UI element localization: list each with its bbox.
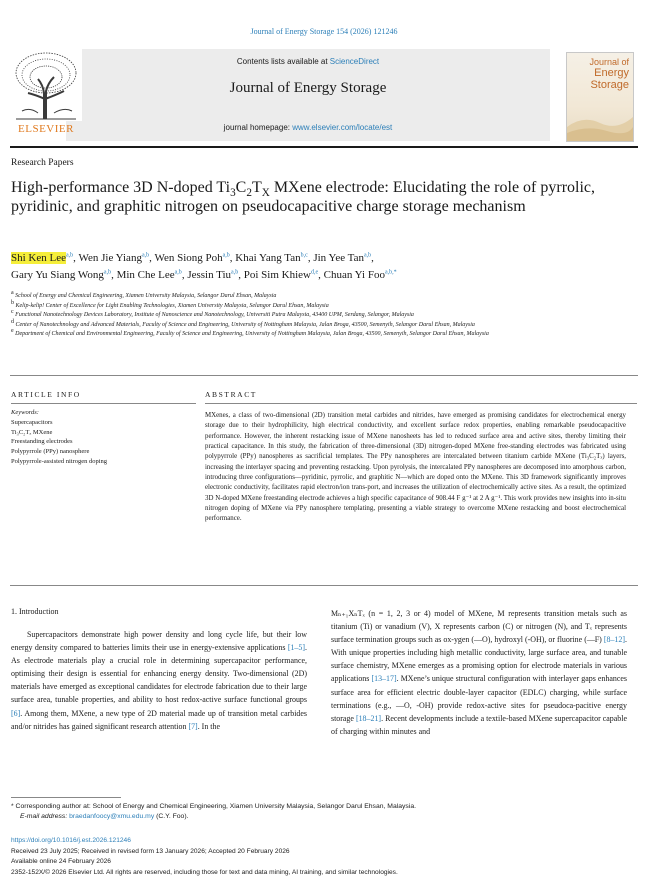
intro-column-right xyxy=(331,607,627,738)
author-affiliation-mark[interactable]: a,b xyxy=(363,252,372,259)
doi-link[interactable]: https://doi.org/10.1016/j.est.2026.121246 xyxy=(11,837,131,844)
affiliation-mark: d xyxy=(11,318,14,325)
keyword: Polypyrrole-assisted nitrogen doping xyxy=(11,457,108,465)
email-link[interactable]: braedanfoocy@xmu.edu.my xyxy=(69,813,155,820)
author-affiliation-mark[interactable]: d,e xyxy=(310,269,319,276)
citation-link[interactable]: [13–17] xyxy=(371,674,397,684)
affiliation-text: Kelip-kelip! Center of Excellence for Light Enabling Technologies, Xiamen University Malaysia, Selangor Darul Ehsan, Malaysia xyxy=(14,302,329,309)
citation-link[interactable]: [7] xyxy=(188,721,198,731)
abstract-bottom-rule xyxy=(10,585,638,586)
section-rule xyxy=(10,375,638,376)
cover-title-line2: Energy xyxy=(594,67,629,79)
affiliation xyxy=(11,318,635,331)
introduction-heading: 1. Introduction xyxy=(11,607,59,616)
author-name[interactable]: Wen Jie Yiang xyxy=(78,252,142,264)
article-title xyxy=(11,178,631,216)
citation-link[interactable]: [8–12] xyxy=(603,635,626,645)
affiliation-text: Center of Nanotechnology and Advanced Materials, Faculty of Science and Engineering, University of Nottingham Malaysia, Jalan Broga, 43500, Semenyih, Selangor Darul Ehsan, Malaysia xyxy=(14,321,475,328)
abstract-heading: ABSTRACT xyxy=(205,390,257,399)
author-name[interactable]: Gary Yu Siang Wong xyxy=(11,269,104,281)
keywords-label: Keywords: xyxy=(11,409,39,416)
author-name[interactable]: Shi Ken Lee xyxy=(11,252,66,264)
contents-available-line xyxy=(66,57,550,66)
author-name[interactable]: Poi Sim Khiew xyxy=(243,269,311,281)
intro-paragraph xyxy=(331,607,627,738)
affiliation xyxy=(11,311,635,321)
author-name[interactable]: Jessin Tiu xyxy=(187,269,232,281)
journal-citation[interactable]: Journal of Energy Storage 154 (2026) 121246 xyxy=(250,27,398,36)
email-label: E-mail address: xyxy=(20,813,68,820)
affiliation xyxy=(11,330,635,340)
citation-link[interactable]: [1–5] xyxy=(287,643,306,653)
author-affiliation-mark[interactable]: a,b xyxy=(65,252,74,259)
keyword: Ti₃C₂Tₓ MXene xyxy=(11,428,53,436)
title-part: High-performance 3D N-doped Ti xyxy=(11,179,231,196)
author-name[interactable]: Jin Yee Tan xyxy=(313,252,364,264)
body-text: Supercapacitors demonstrate high power density and long cycle life, but their low energy density compared to batteries limits their use in energy-extensive applications xyxy=(11,630,307,653)
journal-homepage-link[interactable]: www.elsevier.com/locate/est xyxy=(292,123,393,132)
available-online: Available online 24 February 2026 xyxy=(11,858,111,865)
author-affiliation-mark[interactable]: a,b xyxy=(141,252,150,259)
title-part: MXene electrode: Elucidating the role of pyrrolic, pyridinic, and graphitic nitrogen on pseudocapacitive charge storage mechanism xyxy=(11,179,596,215)
keyword: Freestanding electrodes xyxy=(11,438,73,446)
affiliation-text: Department of Chemical and Environmental Engineering, Faculty of Science and Engineering, University of Nottingham Malaysia, Jalan Broga, 43500, Semenyih, Selangor Darul Ehsan, Malaysia xyxy=(13,331,489,337)
contents-prefix: Contents lists available at xyxy=(236,57,328,66)
affiliation-mark: b xyxy=(11,299,14,306)
sciencedirect-link[interactable]: ScienceDirect xyxy=(329,57,380,66)
received-dates: Received 23 July 2025; Received in revised form 13 January 2026; Accepted 20 February 2026 xyxy=(11,847,290,855)
title-part: C xyxy=(235,179,247,196)
author-name[interactable]: Khai Yang Tan xyxy=(235,252,301,264)
body-text: . As electrode materials play a crucial role in determining supercapacitor performance, optimising their design is essential for enhancing energy density. Two-dimensional (2D) materials have emerged as exceptional candidates for electrode fabrication due to their large surface area, tunable properties, and ability to host redox-active surface functional groups xyxy=(11,643,307,705)
author-affiliation-mark[interactable]: a,b xyxy=(222,252,230,259)
header-rule xyxy=(10,146,638,148)
body-text: . MXene’s unique structural configuration with interlayer gaps enhances surface area for efficient electric double-layer capacitor (EDLC) charging, while surface terminations (e.g., —O, -OH) provide redox-active sites for pseudoca-pacitive energy storage xyxy=(331,674,627,723)
copyright-line: 2352-152X/© 2026 Elsevier Ltd. All rights are reserved, including those for text and data mining, AI training, and similar technologies. xyxy=(11,868,398,876)
body-text: . With unique properties including high metallic conductivity, large surface area, and tunable surface chemistry, MXene emerges as a promising option for electrode materials in various applications xyxy=(331,635,627,684)
email-line xyxy=(11,812,611,822)
affiliation xyxy=(11,292,635,302)
author-name[interactable]: Min Che Lee xyxy=(116,269,175,281)
body-text: . Among them, MXene, a new type of 2D material made up of transition metal carbides and/or nitrides has gained significant research attention xyxy=(11,708,307,731)
title-part: T xyxy=(251,179,262,196)
title-subscript: 2 xyxy=(246,187,252,200)
elsevier-wordmark: ELSEVIER xyxy=(18,123,74,135)
abstract-rule xyxy=(205,403,637,404)
author-affiliation-mark[interactable]: a,b xyxy=(174,269,182,276)
journal-title: Journal of Energy Storage xyxy=(229,80,387,96)
doi-block xyxy=(11,836,631,878)
author-list: Shi Ken Lee$^{a,b}$, Wen Jie Yiang$^{a,b}$, Wen Siong Poh$^{a,b}$, Khai Yang Tan$^{b,c}$, Jin Yee Tan$^{a,b}$, Gary Yu Siang Wong$^{a,b}$, Min Che Lee$^{a,b}$, Jessin Tiu$^{a,b}$, Poi Sim Khiew$^{d,e}$, Chuan Yi Foo$^{a,b,*}$ xyxy=(11,252,397,281)
footnote-rule xyxy=(11,797,121,798)
keyword: Supercapacitors xyxy=(11,419,53,426)
corresponding-author-footnote xyxy=(11,802,611,822)
article-info-heading: ARTICLE INFO xyxy=(11,390,81,399)
affiliation-mark: c xyxy=(11,309,14,315)
keywords-list xyxy=(11,418,107,467)
email-suffix: (C.Y. Foo). xyxy=(154,813,189,820)
author-name[interactable]: Wen Siong Poh xyxy=(154,252,223,264)
affiliation xyxy=(11,299,635,312)
article-info-rule xyxy=(11,403,196,404)
abstract-text: MXenes, a class of two-dimensional (2D) transition metal carbides and nitrides, have emerged as promising candidates for electrochemical energy storage due to their hydrophilicity, high electrical conductivity, and excellent surface redox properties, enabling remarkable pseudocapacitive performance. However, the inherent restacking issue of MXene nanosheets has led to reduced surface area and active sites, thereby limiting their practical capacitance. In this study, the fabrication of three-dimensional (3D) nitrogen-doped MXene free-standing electrodes was fabricated using polypyrrole (PPy) nanospheres as sacrificial templates. The PPy nanospheres are intercalated between titanium carbide MXene (Ti₃C₂Tₓ) layers, increasing the interlayer spacing and preventing restacking. Upon pyrolysis, the intercalated PPy nanospheres are decomposed into amorphous carbon, introducing three configurations—pyridinic, pyrrolic, and graphitic N—which are doped onto the MXene. This 3D framework significantly improves electronic conductivity, facilitates rapid electron/ion trans-port, and increases the utilization of electrochemically active sites. As a result, the optimized 3D N-doped MXene freestanding electrode achieves a high specific capacitance of 908.44 F g⁻¹ at 2 A g⁻¹. This work provides new insights into in-situ nitrogen doping of MXene via PPy nanosphere templating, presenting a viable strategy to overcome MXene restacking and boost electrochemical performance. xyxy=(205,412,626,523)
affiliation-mark: a xyxy=(11,290,14,296)
journal-cover-thumbnail[interactable] xyxy=(566,52,634,142)
corresponding-author-line: * Corresponding author at: School of Energy and Chemical Engineering, Xiamen University Malaysia, Selangor Darul Ehsan, Malaysia. xyxy=(11,803,417,810)
affiliation-text: Functional Nanotechnology Devices Laboratory, Institute of Nanoscience and Nanotechnology, Universiti Putra Malaysia, 43400 UPM, Serdang, Selangor, Malaysia xyxy=(13,312,414,318)
journal-homepage-line xyxy=(66,123,550,132)
author-affiliation-mark[interactable]: a,b,* xyxy=(384,269,397,276)
affiliation-mark: e xyxy=(11,328,14,334)
author-affiliation-mark[interactable]: a,b xyxy=(231,269,239,276)
citation-link[interactable]: [6] xyxy=(11,708,21,718)
author-affiliation-mark[interactable]: b,c xyxy=(300,252,308,259)
body-text: . Recent developments include a textile-based MXene supercapacitor capable of charging within minutes and xyxy=(331,713,627,736)
cover-title-line3: Storage xyxy=(590,79,629,91)
citation-link[interactable]: [18–21] xyxy=(355,713,382,723)
body-text: Mₙ₊₁XₙTₓ (n = 1, 2, 3 or 4) model of MXene, M represents transition metals such as titanium (Ti) or vanadium (V), X represents carbon (C) or nitrogen (N), and Tₓ represents surface termination groups such as ox-ygen (—O), hydroxyl (-OH), or fluorine (—F) xyxy=(331,609,627,645)
affiliation-text: School of Energy and Chemical Engineering, Xiamen University Malaysia, Selangor Darul Ehsan, Malaysia xyxy=(13,293,277,299)
cover-graphic-icon xyxy=(567,97,633,141)
author-affiliation-mark[interactable]: a,b xyxy=(103,269,112,276)
keyword: Polypyrrole (PPy) nanosphere xyxy=(11,448,90,456)
title-subscript: X xyxy=(261,187,270,200)
title-subscript: 3 xyxy=(230,187,236,200)
intro-column-left xyxy=(11,628,307,733)
author-name[interactable]: Chuan Yi Foo xyxy=(323,269,385,281)
affiliation-list xyxy=(11,292,635,340)
homepage-prefix: journal homepage: xyxy=(223,123,290,132)
cover-title-line1: Journal of xyxy=(589,57,629,67)
intro-paragraph xyxy=(11,628,307,733)
body-text: . In the xyxy=(197,721,220,731)
section-type: Research Papers xyxy=(11,158,74,168)
